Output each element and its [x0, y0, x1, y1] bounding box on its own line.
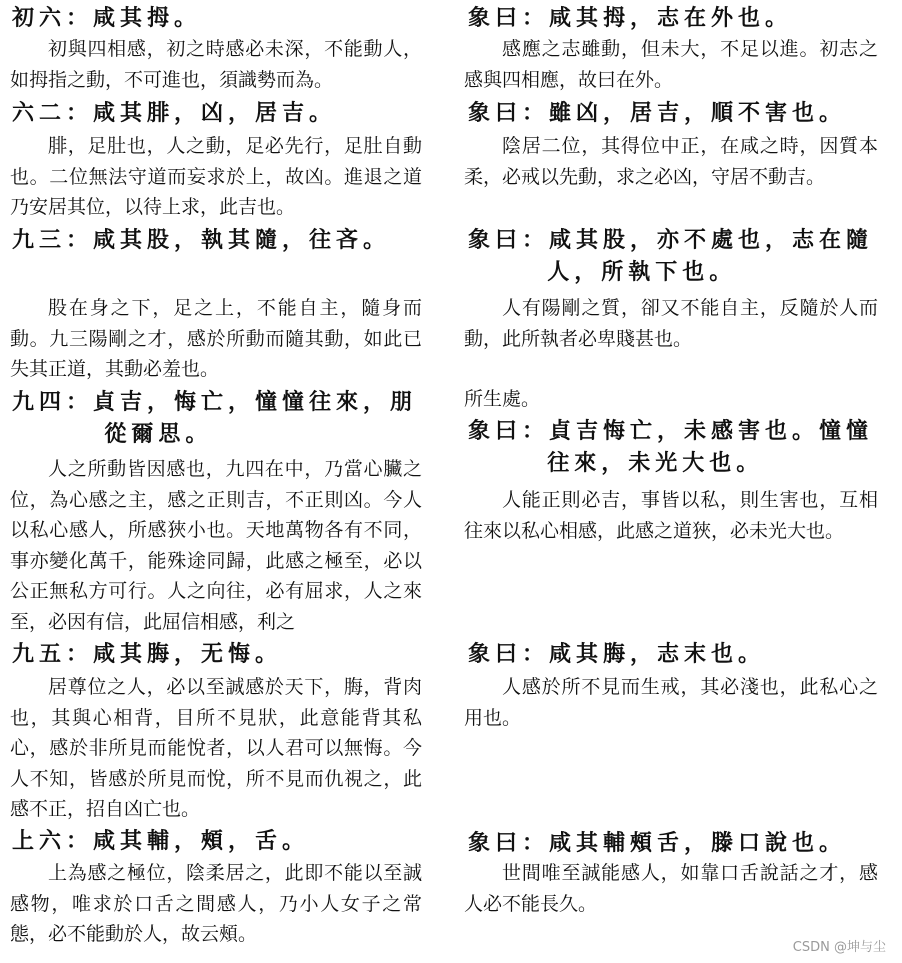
watermark: CSDN @坤与尘 [792, 940, 886, 955]
right-paragraph-6: 世間唯至誠能感人，如靠口舌說話之才，感人必不能長久。 [464, 862, 878, 915]
right-heading-1: 象曰：咸其拇，志在外也。 [468, 5, 793, 31]
left-paragraph-1: 初與四相感，初之時感必未深，不能動人，如拇指之動，不可進也，須識勢而為。 [10, 38, 422, 91]
right-paragraph-5: 人感於所不見而生戒，其必淺也，此私心之用也。 [464, 676, 878, 729]
left-heading-4-line-1: 九四：貞吉，悔亡，憧憧往來，朋 [12, 389, 418, 415]
right-heading-4-line-1: 象曰：貞吉悔亡，未感害也。憧憧 [468, 418, 874, 444]
right-heading-5: 象曰：咸其脢，志末也。 [468, 641, 766, 667]
right-paragraph-4: 人能正則必吉，事皆以私，則生害也，互相往來以私心相感，此感之道狹，必未光大也。 [464, 489, 878, 542]
right-heading-3-line-1: 象曰：咸其股，亦不處也，志在隨 [468, 227, 874, 253]
left-heading-5: 九五：咸其脢，无悔。 [12, 641, 283, 667]
right-heading-3 [468, 224, 873, 288]
left-heading-6: 上六：咸其輔，頰，舌。 [12, 828, 310, 854]
right-paragraph-2: 陰居二位，其得位中正，在咸之時，因質本柔，必戒以先動，求之必凶，守居不動吉。 [464, 135, 878, 188]
left-heading-1: 初六：咸其拇。 [12, 5, 202, 31]
right-heading-4-line-2: 往來，未光大也。 [547, 450, 764, 476]
left-paragraph-4: 人之所動皆因感也，九四在中，乃當心臟之位，為心感之主，感之正則吉，不正則凶。今人以私心感人，所感狹小也。天地萬物各有不同，事亦變化萬千，能殊途同歸，此感之極至，必以公正無私方可行。人之向往，必有屈求，人之來至，必因有信，此屈信相感，利之 [10, 458, 422, 633]
left-heading-4-line-2: 從爾思。 [104, 421, 213, 447]
left-paragraph-3: 股在身之下，足之上，不能自主，隨身而動。九三陽剛之才，感於所動而隨其動，如此已失其正道，其動必羞也。 [10, 297, 422, 380]
left-heading-4 [12, 386, 417, 450]
right-heading-4 [468, 415, 873, 479]
right-paragraph-1: 感應之志雖動，但未大，不足以進。初志之感與四相應，故曰在外。 [464, 38, 878, 91]
right-paragraph-3: 人有陽剛之質，卻又不能自主，反隨於人而動，此所執者必卑賤甚也。 [464, 297, 878, 350]
right-heading-6: 象曰：咸其輔頰舌，滕口說也。 [468, 830, 847, 856]
left-paragraph-6: 上為感之極位，陰柔居之，此即不能以至誠感物，唯求於口舌之間感人，乃小人女子之常態，必不能動於人，故云頰。 [10, 862, 422, 945]
left-paragraph-5: 居尊位之人，必以至誠感於天下，脢，背肉也，其與心相背，目所不見狀，此意能背其私心，感於非所見而能悅者，以人君可以無悔。今人不知，皆感於所見而悅，所不見而仇視之，此感不正，招自凶亡也。 [10, 676, 422, 820]
right-heading-3-line-2: 人，所執下也。 [547, 259, 737, 285]
right-fragment-text: 所生處。 [464, 388, 541, 410]
left-heading-2: 六二：咸其腓，凶，居吉。 [12, 100, 337, 126]
right-heading-2: 象曰：雖凶，居吉，順不害也。 [468, 100, 847, 126]
left-heading-3: 九三：咸其股，執其隨，往吝。 [12, 227, 391, 253]
left-paragraph-2: 腓，足肚也，人之動，足必先行，足肚自動也。二位無法守道而妄求於上，故凶。進退之道乃安居其位，以待上求，此吉也。 [10, 135, 422, 218]
